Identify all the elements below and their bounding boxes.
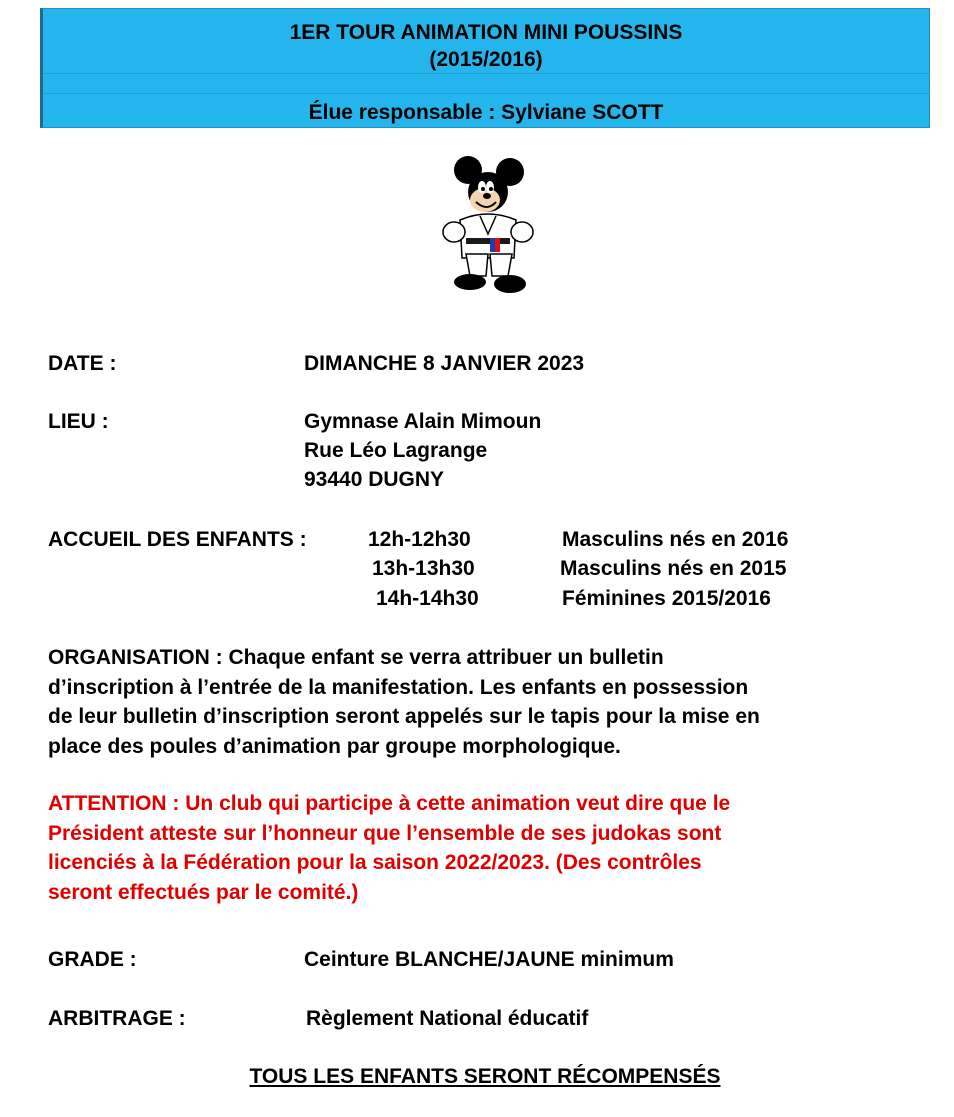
arbitrage-value: Règlement National éducatif xyxy=(306,1007,589,1030)
lieu-street: Rue Léo Lagrange xyxy=(304,439,488,462)
accueil-time: 12h-12h30 xyxy=(368,528,471,551)
lieu-label: LIEU : xyxy=(48,410,109,433)
organisation-line: ORGANISATION : Chaque enfant se verra attribuer un bulletin xyxy=(48,646,664,669)
organisation-line: d’inscription à l’entrée de la manifestation. Les enfants en possession xyxy=(48,675,749,699)
organisation-paragraph xyxy=(48,643,918,761)
accueil-time: 13h-13h30 xyxy=(372,557,475,580)
mickey-judoka-icon xyxy=(430,150,540,300)
attention-line: seront effectués par le comité.) xyxy=(48,880,359,904)
grade-label: GRADE : xyxy=(48,948,137,971)
event-title: 1ER TOUR ANIMATION MINI POUSSINS xyxy=(289,21,683,44)
accueil-time: 14h-14h30 xyxy=(376,587,479,610)
grade-value: Ceinture BLANCHE/JAUNE minimum xyxy=(304,948,674,971)
organisation-line: de leur bulletin d’inscription seront appelés sur le tapis pour la mise en xyxy=(48,705,760,728)
attention-paragraph xyxy=(48,789,918,907)
lieu-venue: Gymnase Alain Mimoun xyxy=(304,410,542,433)
attention-line: licenciés à la Fédération pour la saison 2022/2023. (Des contrôles xyxy=(48,851,702,874)
accueil-group: Féminines 2015/2016 xyxy=(562,587,771,610)
event-years: (2015/2016) xyxy=(429,48,543,71)
arbitrage-label: ARBITRAGE : xyxy=(48,1007,186,1030)
banner-divider xyxy=(43,73,929,74)
date-value: DIMANCHE 8 JANVIER 2023 xyxy=(304,352,585,375)
banner-divider xyxy=(43,93,929,94)
accueil-group: Masculins nés en 2016 xyxy=(562,528,789,551)
title-banner xyxy=(40,8,930,128)
rewards-notice: TOUS LES ENFANTS SERONT RÉCOMPENSÉS xyxy=(249,1065,721,1088)
attention-line: ATTENTION : Un club qui participe à cette animation veut dire que le xyxy=(48,792,731,815)
accueil-label: ACCUEIL DES ENFANTS : xyxy=(48,528,307,551)
accueil-group: Masculins nés en 2015 xyxy=(560,557,787,580)
lieu-city: 93440 DUGNY xyxy=(304,468,445,491)
organisation-line: place des poules d’animation par groupe morphologique. xyxy=(48,734,621,758)
date-label: DATE : xyxy=(48,352,117,375)
attention-line: Président atteste sur l’honneur que l’ensemble de ses judokas sont xyxy=(48,821,722,845)
responsible-line: Élue responsable : Sylviane SCOTT xyxy=(308,101,664,124)
